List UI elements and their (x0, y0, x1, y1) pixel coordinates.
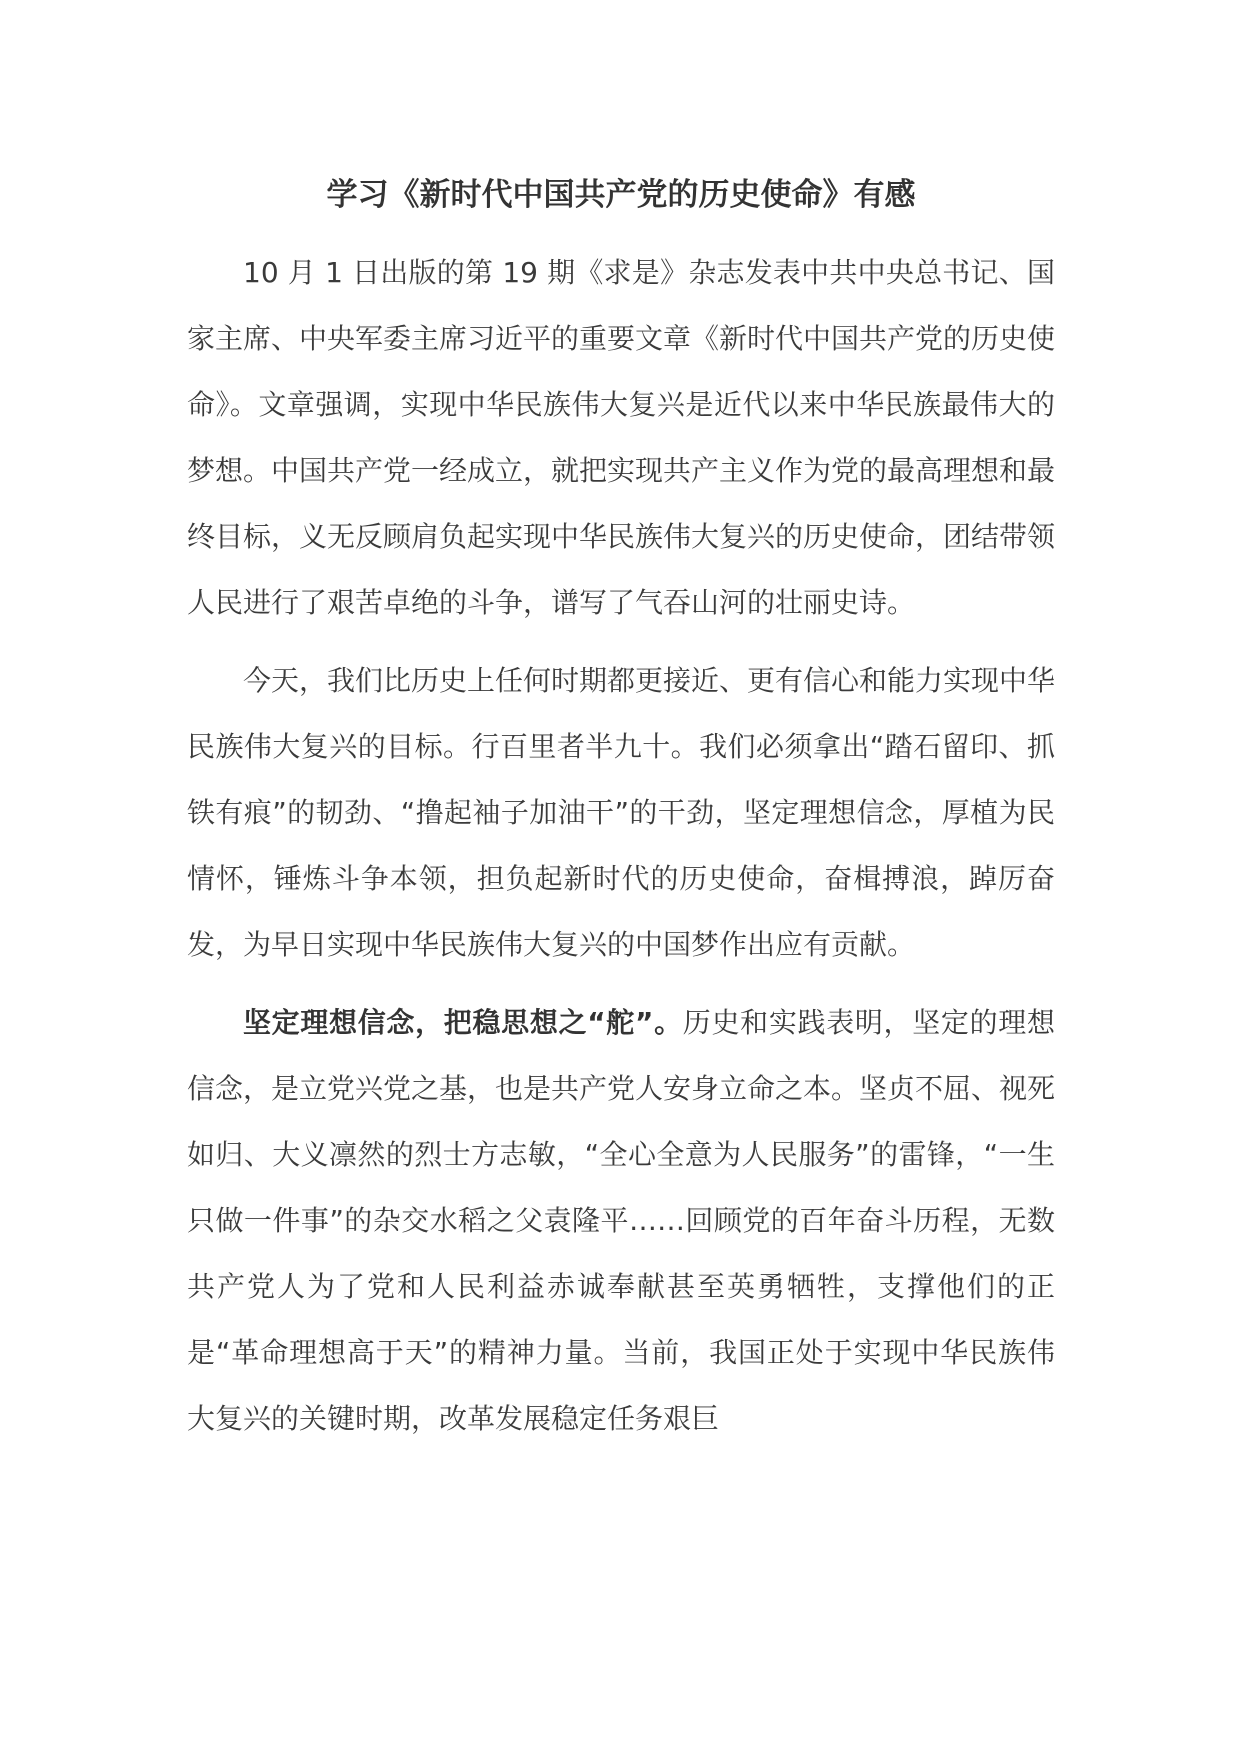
paragraph-3-lead: 坚定理想信念，把稳思想之“舵”。 (243, 1006, 683, 1039)
paragraph-1 (187, 240, 1055, 636)
paragraph-1-text: 10 月 1 日出版的第 19 期《求是》杂志发表中共中央总书记、国家主席、中央军委主席习近平的重要文章《新时代中国共产党的历史使命》。文章强调，实现中华民族伟大复兴是近代以来中华民族最伟大的梦想。中国共产党一经成立，就把实现共产主义作为党的最高理想和最终目标，义无反顾肩负起实现中华民族伟大复兴的历史使命，团结带领人民进行了艰苦卓绝的斗争，谱写了气吞山河的壮丽史诗。 (187, 256, 1056, 619)
document-body (187, 170, 1055, 1464)
paragraph-2-text: 今天，我们比历史上任何时期都更接近、更有信心和能力实现中华民族伟大复兴的目标。行百里者半九十。我们必须拿出“踏石留印、抓铁有痕”的韧劲、“撸起袖子加油干”的干劲，坚定理想信念，厚植为民情怀，锤炼斗争本领，担负起新时代的历史使命，奋楫搏浪，踔厉奋发，为早日实现中华民族伟大复兴的中国梦作出应有贡献。 (187, 664, 1056, 961)
paragraph-3-text: 历史和实践表明，坚定的理想信念，是立党兴党之基，也是共产党人安身立命之本。坚贞不屈、视死如归、大义凛然的烈士方志敏，“全心全意为人民服务”的雷锋，“一生只做一件事”的杂交水稻之父袁隆平……回顾党的百年奋斗历程，无数共产党人为了党和人民利益赤诚奉献甚至英勇牺牲，支撑他们的正是“革命理想高于天”的精神力量。当前，我国正处于实现中华民族伟大复兴的关键时期，改革发展稳定任务艰巨 (187, 1006, 1056, 1435)
document-title: 学习《新时代中国共产党的历史使命》有感 (326, 177, 916, 213)
paragraph-3 (187, 990, 1055, 1452)
paragraph-2 (187, 648, 1055, 978)
